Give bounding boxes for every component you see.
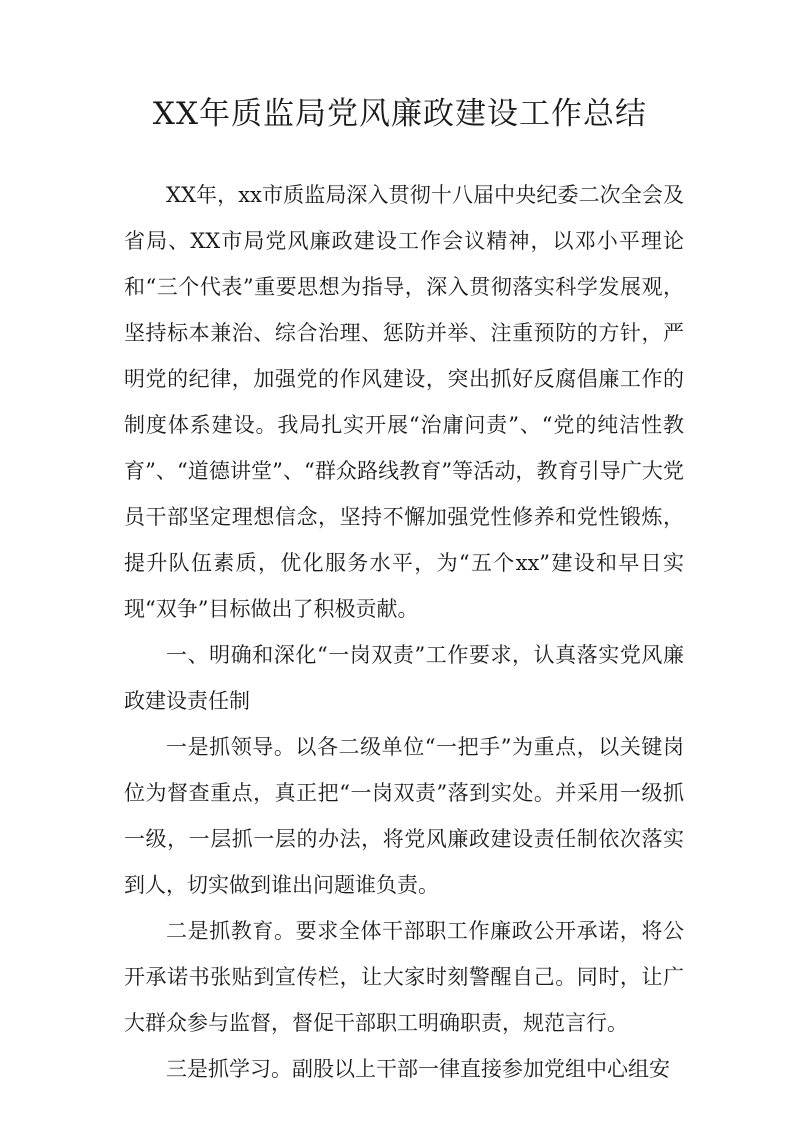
intro-paragraph: XX年，xx市质监局深入贯彻十八届中央纪委二次全会及省局、XX市局党风廉政建设工作会议精神，以邓小平理论和“三个代表”重要思想为指导，深入贯彻落实科学发展观，坚持标本兼治、综合治理、惩防并举、注重预防的方针，严明党的纪律，加强党的作风建设，突出抓好反腐倡廉工作的制度体系建设。我局扎实开展“治庸问责”、“党的纯洁性教育”、“道德讲堂”、“群众路线教育”等活动，教育引导广大党员干部坚定理想信念，坚持不懈加强党性修养和党性锻炼，提升队伍素质，优化服务水平，为“五个xx”建设和早日实现“双争”目标做出了积极贡献。 — [124, 183, 684, 621]
document-body — [124, 172, 684, 1092]
paragraph-study: 三是抓学习。副股以上干部一律直接参加党组中心组安 — [166, 1057, 670, 1081]
paragraph-education: 二是抓教育。要求全体干部职工作廉政公开承诺，将公开承诺书张贴到宣传栏，让大家时刻警醒自己。同时，让广大群众参与监督，督促干部职工明确职责，规范言行。 — [124, 919, 684, 1035]
document-title: XX年质监局党风廉政建设工作总结 — [152, 96, 648, 132]
paragraph-leadership: 一是抓领导。以各二级单位“一把手”为重点，以关键岗位为督查重点，真正把“一岗双责”落到实处。并采用一级抓一级，一层抓一层的办法，将党风廉政建设责任制依次落实到人，切实做到谁出问题谁负责。 — [124, 735, 684, 897]
section-heading-1: 一、明确和深化“一岗双责”工作要求，认真落实党风廉政建设责任制 — [124, 643, 684, 713]
